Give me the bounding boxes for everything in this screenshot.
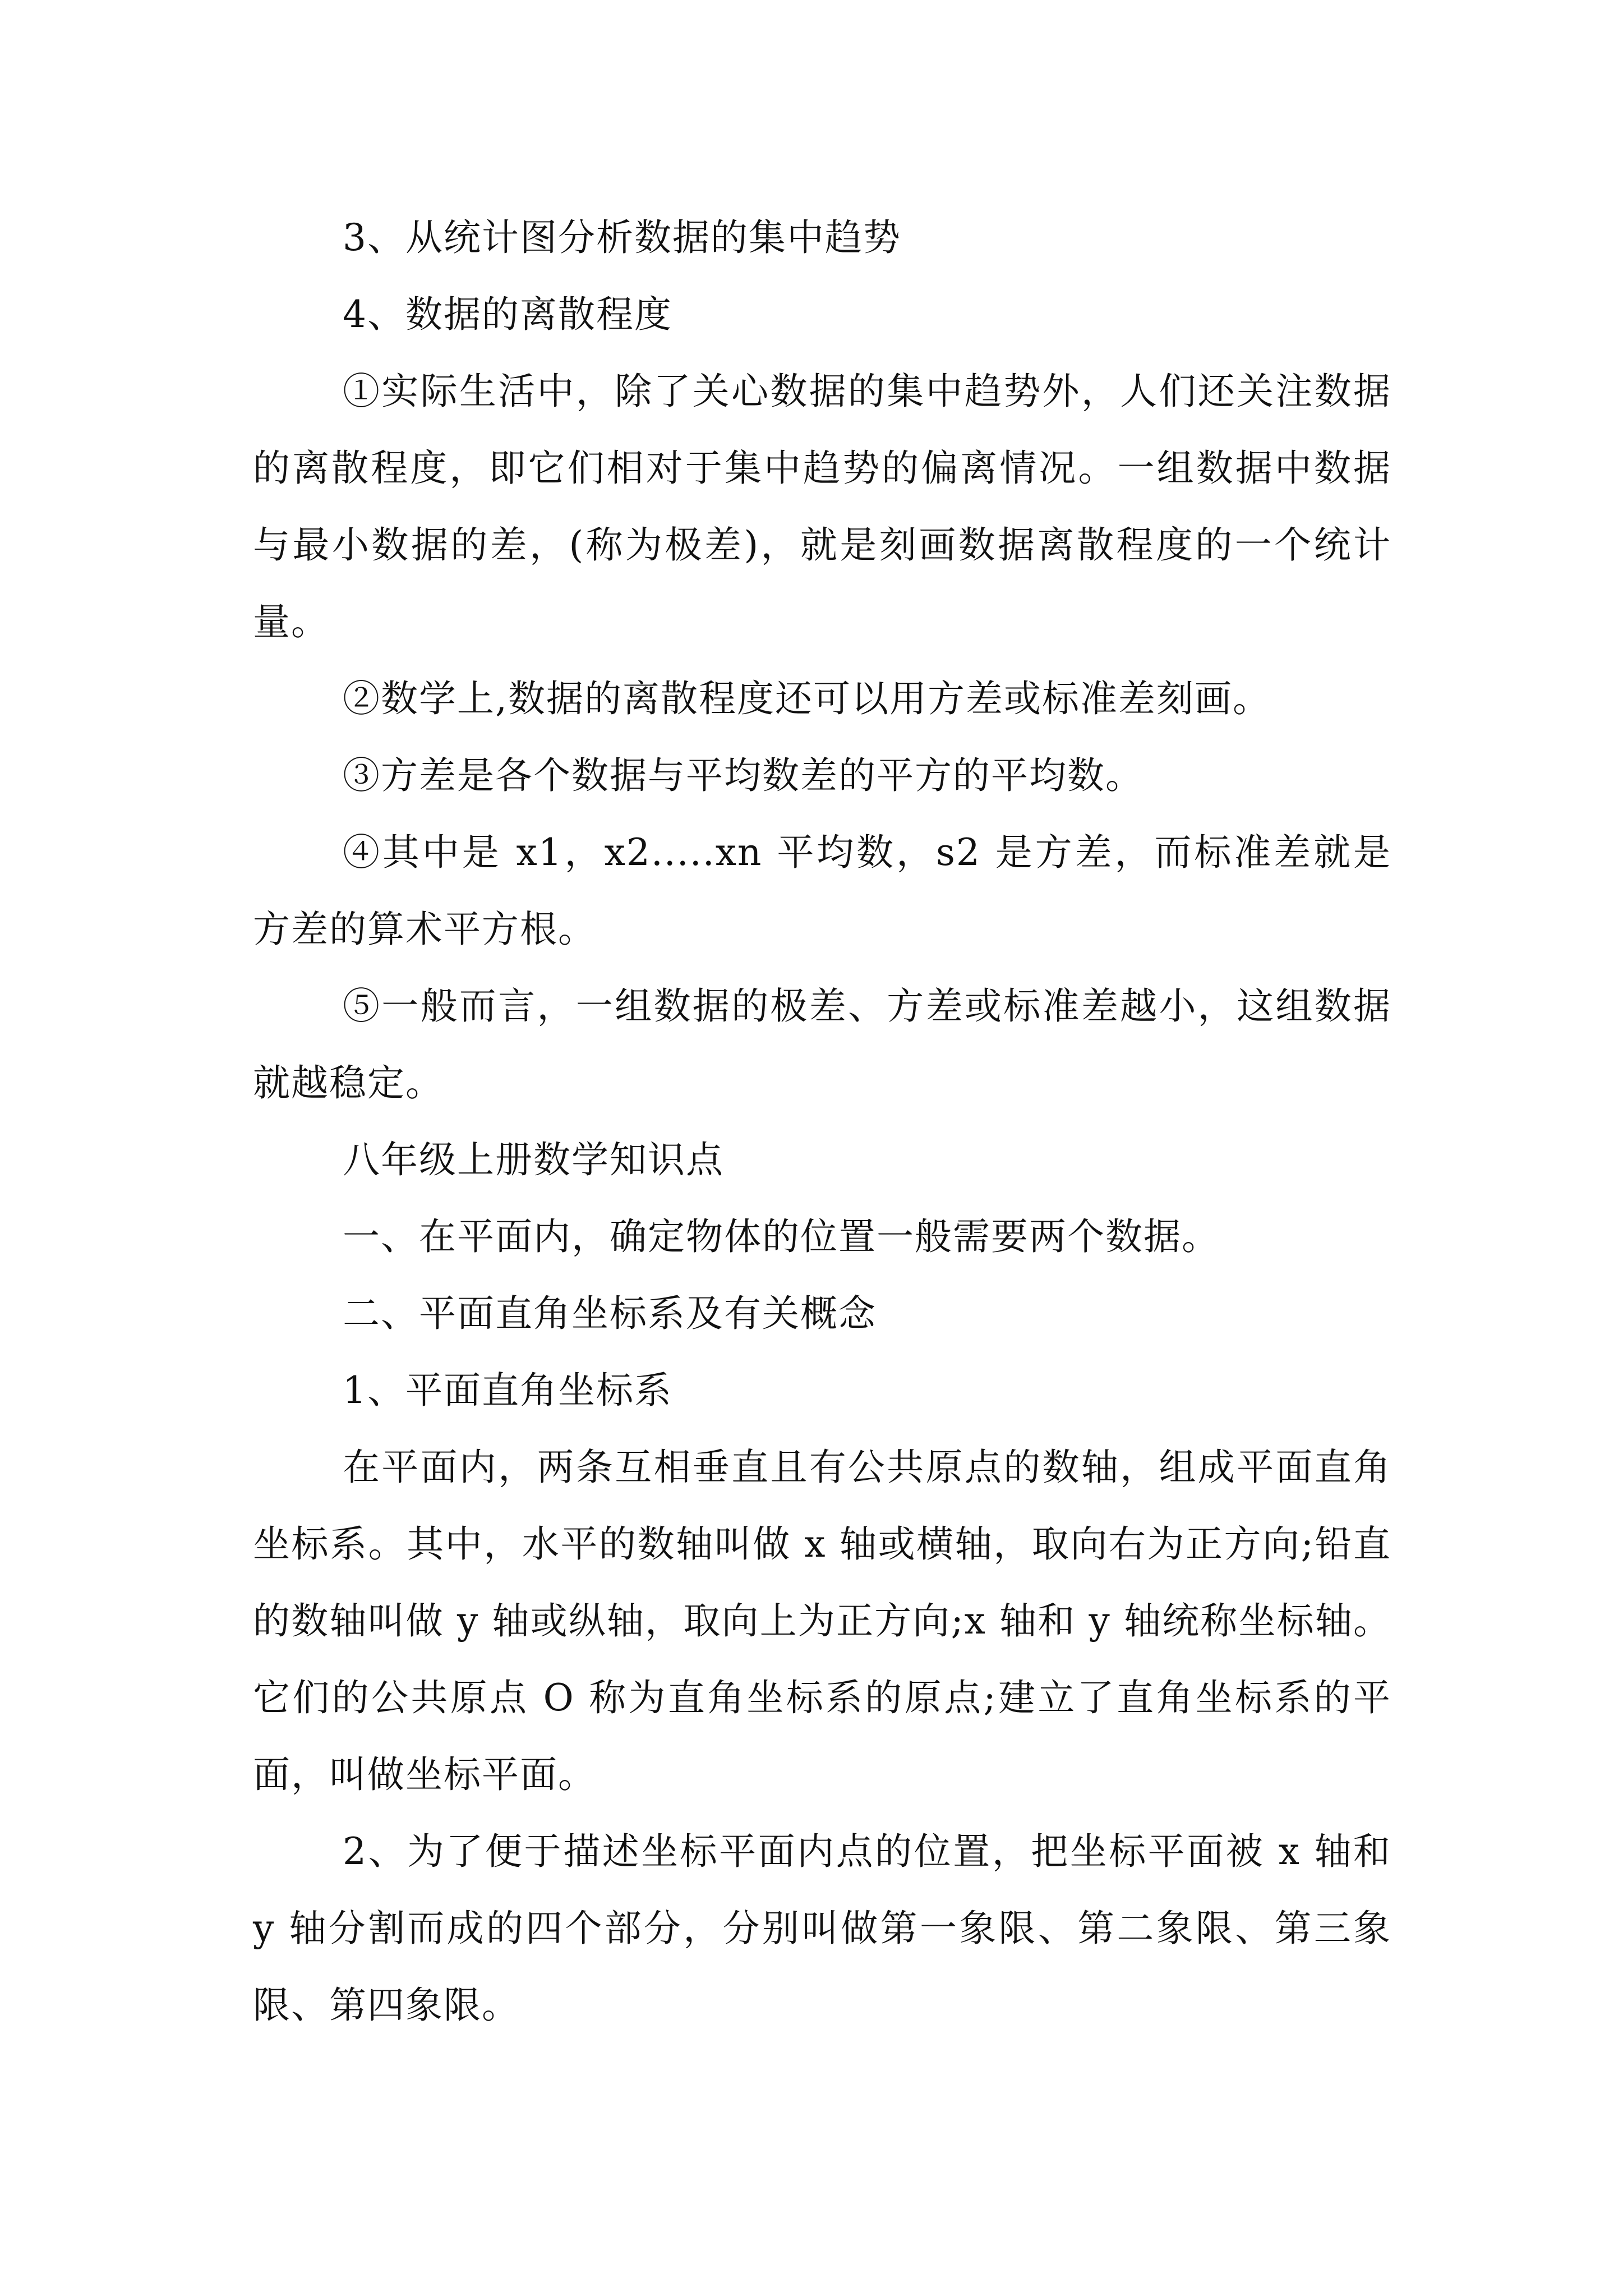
paragraph-variance-std: ②数学上,数据的离散程度还可以用方差或标准差刻画。 bbox=[343, 677, 1271, 720]
paragraph-coordinate-system-definition: 在平面内，两条互相垂直且有公共原点的数轴，组成平面直角坐标系。其中，水平的数轴叫做 x 轴或横轴，取向右为正方向;铅直的数轴叫做 y 轴或纵轴，取向上为正方向;x 轴和 y 轴统称坐标轴。它们的公共原点 O 称为直角坐标系的原点;建立了直角坐标系的平面，叫做坐标平面。 bbox=[253, 1446, 1391, 1796]
paragraph-variance-definition: ③方差是各个数据与平均数差的平方的平均数。 bbox=[343, 754, 1144, 797]
paragraph-stability: ⑤一般而言，一组数据的极差、方差或标准差越小，这组数据就越稳定。 bbox=[253, 984, 1391, 1105]
document-body bbox=[253, 199, 1391, 2044]
paragraph-coordinate-concepts: 二、平面直角坐标系及有关概念 bbox=[343, 1292, 877, 1335]
paragraph-coordinate-system-heading: 1、平面直角坐标系 bbox=[343, 1369, 672, 1412]
paragraph-range-definition: ①实际生活中，除了关心数据的集中趋势外，人们还关注数据的离散程度，即它们相对于集中趋势的偏离情况。一组数据中数据与最小数据的差，(称为极差)，就是刻画数据离散程度的一个统计量。 bbox=[253, 370, 1391, 643]
paragraph-stat-chart-trend: 3、从统计图分析数据的集中趋势 bbox=[343, 216, 901, 259]
section-title-grade8: 八年级上册数学知识点 bbox=[343, 1138, 724, 1181]
paragraph-position-two-data: 一、在平面内，确定物体的位置一般需要两个数据。 bbox=[343, 1215, 1220, 1258]
paragraph-quadrants: 2、为了便于描述坐标平面内点的位置，把坐标平面被 x 轴和 y 轴分割而成的四个部分，分别叫做第一象限、第二象限、第三象限、第四象限。 bbox=[253, 1830, 1391, 2027]
paragraph-std-definition: ④其中是 x1，x2.....xn 平均数，s2 是方差，而标准差就是方差的算术平方根。 bbox=[253, 831, 1391, 951]
paragraph-dispersion-heading: 4、数据的离散程度 bbox=[343, 293, 672, 336]
